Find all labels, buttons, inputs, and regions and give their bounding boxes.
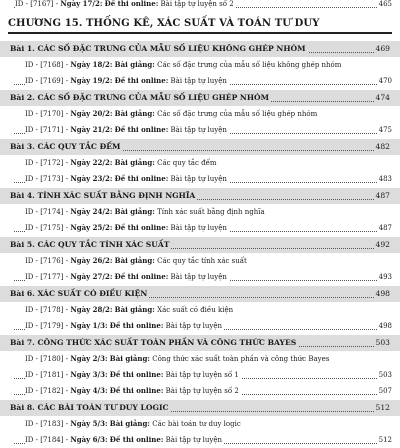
entry-id: ID [25,306,34,314]
entry-id: ID [25,273,34,281]
toc-entry[interactable]: ID - [7181] - Ngày 3/3: Đề thi online: Bài tập tự luyện số 1 503 [0,367,400,383]
entry-id: ID [25,355,34,363]
entry-id: ID [25,61,34,69]
entry-day: Ngày 27/2: [70,272,113,281]
entry-type: Đề thi online: [114,76,169,85]
entry-day: Ngày 2/3: [70,354,108,363]
entry-page: 507 [377,383,392,399]
entry-id: ID [25,208,34,216]
lesson-title: Bài 8. CÁC BÀI TOÁN TƯ DUY LOGIC [10,400,171,416]
entry-title: Bài tập tự luyện số 1 [165,371,239,379]
toc-entry[interactable]: ID - [7179] - Ngày 1/3: Đề thi online: Bài tập tự luyện 498 [0,318,400,334]
lesson-title: Bài 3. CÁC QUY TẮC ĐẾM [10,139,122,155]
entry-type: Bài giảng: [114,158,155,167]
entry-page: 503 [377,367,392,383]
entry-page: 470 [377,73,392,89]
entry-type: Bài giảng: [114,109,155,118]
entry-code: [7179] [40,322,64,330]
entry-type: Đề thi online: [109,386,164,395]
entry-title: Bài tập tự luyện số 2 [165,387,239,395]
entry-day: Ngày 18/2: [70,60,113,69]
entry-day: Ngày 25/2: [70,223,113,232]
entry-id: ID [25,110,34,118]
toc-entry[interactable]: ID - [7167] - Ngày 17/2: Đề thi online: Bài tập tự luyện số 2 465 [0,0,400,12]
entry-type: Đề thi online: [109,370,164,379]
toc-entry[interactable]: ID - [7183] - Ngày 5/3: Bài giảng: Các bài toán tư duy logic [0,416,400,432]
lesson-page: 492 [374,237,391,253]
entry-code: [7174] [40,208,64,216]
entry-id: ID [25,387,34,395]
entry-day: Ngày 19/2: [70,76,113,85]
entry-id: ID [25,224,34,232]
entry-type: Đề thi online: [114,272,169,281]
toc-entry[interactable]: ID - [7172] - Ngày 22/2: Bài giảng: Các quy tắc đếm [0,155,400,171]
lesson-title: Bài 2. CÁC SỐ ĐẶC TRƯNG CỦA MẪU SỐ LIỆU GHÉP NHÓM [10,90,271,106]
entry-day: Ngày 1/3: [70,321,108,330]
lesson-page: 469 [374,41,391,57]
entry-title: Các bài toán tư duy logic [152,420,241,428]
entry-type: Đề thi online: [114,174,169,183]
toc-entry[interactable]: ID - [7169] - Ngày 19/2: Đề thi online: Bài tập tự luyện 470 [0,73,400,89]
entry-code: [7181] [40,371,64,379]
entry-id: ID [25,126,34,134]
lesson-header[interactable] [0,335,400,351]
entry-type: Đề thi online: [109,435,164,444]
lesson-page: 503 [374,335,391,351]
entry-day: Ngày 24/2: [70,207,113,216]
entry-title: Bài tập tự luyện số 2 [160,0,234,8]
entry-code: [7170] [40,110,64,118]
entry-type: Đề thi online: [104,0,159,8]
entry-title: Bài tập tự luyện [165,436,223,444]
entry-type: Đề thi online: [114,223,169,232]
entry-day: Ngày 28/2: [70,305,113,314]
chapter-rule [8,32,392,34]
entry-day: Ngày 17/2: [60,0,103,8]
toc-entry[interactable]: ID - [7182] - Ngày 4/3: Đề thi online: Bài tập tự luyện số 2 507 [0,383,400,399]
entry-title: Các số đặc trưng của mẫu số liệu ghép nhóm [157,110,318,118]
entry-day: Ngày 20/2: [70,109,113,118]
lesson-title: Bài 7. CÔNG THỨC XÁC SUẤT TOÀN PHẦN VÀ CÔNG THỨC BAYES [10,335,298,351]
entry-title: Bài tập tự luyện [165,322,223,330]
toc-entry[interactable]: ID - [7170] - Ngày 20/2: Bài giảng: Các số đặc trưng của mẫu số liệu ghép nhóm [0,106,400,122]
entry-type: Bài giảng: [114,207,155,216]
entry-id: ID [25,257,34,265]
entry-day: Ngày 5/3: [70,419,108,428]
entry-title: Bài tập tự luyện [170,77,227,85]
toc-entry[interactable]: ID - [7176] - Ngày 26/2: Bài giảng: Các quy tắc tính xác suất [0,253,400,269]
toc-entry[interactable]: ID - [7173] - Ngày 23/2: Đề thi online: Bài tập tự luyện 483 [0,171,400,187]
entry-id: ID [25,436,34,444]
entry-id: ID [25,77,34,85]
entry-day: Ngày 4/3: [70,386,108,395]
entry-id: ID [25,159,34,167]
entry-code: [7178] [40,306,64,314]
entry-page: 487 [377,220,392,236]
toc-entry[interactable]: ID - [7175] - Ngày 25/2: Đề thi online: Bài tập tự luyện 487 [0,220,400,236]
toc-entry[interactable]: ID - [7174] - Ngày 24/2: Bài giảng: Tính xác suất bằng định nghĩa [0,204,400,220]
entry-code: [7175] [40,224,64,232]
entry-type: Bài giảng: [114,256,155,265]
entry-title: Xác suất có điều kiện [157,306,234,314]
lesson-page: 487 [374,188,391,204]
entry-title: Bài tập tự luyện [170,224,227,232]
entry-code: [7167] [30,0,54,8]
entry-page: 483 [377,171,392,187]
entry-title: Công thức xác suất toàn phần và công thức Bayes [152,355,330,363]
entry-day: Ngày 6/3: [70,435,108,444]
entry-code: [7169] [40,77,64,85]
toc-entry[interactable]: ID - [7171] - Ngày 21/2: Đề thi online: Bài tập tự luyện 475 [0,122,400,138]
entry-code: [7176] [40,257,64,265]
lesson-page: 512 [374,400,391,416]
toc-entry[interactable]: ID - [7168] - Ngày 18/2: Bài giảng: Các số đặc trưng của mẫu số liệu không ghép nhóm [0,57,400,73]
entry-code: [7184] [40,436,64,444]
entry-code: [7171] [40,126,64,134]
entry-code: [7182] [40,387,64,395]
lesson-title: Bài 4. TÍNH XÁC SUẤT BẰNG ĐỊNH NGHĨA [10,188,197,204]
entry-page: 512 [377,432,392,448]
entry-page: 498 [377,318,392,334]
entry-title: Các quy tắc tính xác suất [157,257,247,265]
entry-type: Bài giảng: [109,419,150,428]
lesson-header[interactable] [0,400,400,416]
toc-entry[interactable]: ID - [7177] - Ngày 27/2: Đề thi online: Bài tập tự luyện 493 [0,269,400,285]
entry-type: Bài giảng: [114,60,155,69]
entry-title: Các số đặc trưng của mẫu số liệu không ghép nhóm [157,61,342,69]
entry-code: [7177] [40,273,64,281]
entry-day: Ngày 26/2: [70,256,113,265]
entry-id: ID [25,371,34,379]
entry-type: Đề thi online: [114,125,169,134]
entry-page: 493 [377,269,392,285]
toc-entry[interactable]: ID - [7180] - Ngày 2/3: Bài giảng: Công thức xác suất toàn phần và công thức Bayes [0,351,400,367]
entry-type: Bài giảng: [114,305,155,314]
entry-id: ID [25,420,34,428]
entry-code: [7180] [40,355,64,363]
entry-day: Ngày 22/2: [70,158,113,167]
entry-id: ID [25,322,34,330]
entry-day: Ngày 23/2: [70,174,113,183]
entry-code: [7168] [40,61,64,69]
lesson-page: 474 [374,90,391,106]
entry-type: Bài giảng: [109,354,150,363]
entry-title: Tính xác suất bằng định nghĩa [157,208,265,216]
lesson-title: Bài 6. XÁC SUẤT CÓ ĐIỀU KIỆN [10,286,149,302]
entry-code: [7183] [40,420,64,428]
entry-code: [7172] [40,159,64,167]
lesson-header[interactable] [0,41,400,57]
entry-id: ID [25,175,34,183]
entry-day: Ngày 21/2: [70,125,113,134]
entry-title: Bài tập tự luyện [170,175,227,183]
lesson-header[interactable] [0,139,400,155]
entry-title: Bài tập tự luyện [170,273,227,281]
entry-code: [7173] [40,175,64,183]
toc-entry[interactable]: ID - [7178] - Ngày 28/2: Bài giảng: Xác suất có điều kiện [0,302,400,318]
chapter-title: CHƯƠNG 15. THỐNG KÊ, XÁC SUẤT VÀ TOÁN TƯ DUY [8,18,320,29]
lesson-title: Bài 1. CÁC SỐ ĐẶC TRƯNG CỦA MẪU SỐ LIỆU KHÔNG GHÉP NHÓM [10,41,308,57]
entry-id: ID [15,0,24,8]
lesson-header[interactable] [0,286,400,302]
lesson-header[interactable] [0,188,400,204]
entry-page: 475 [377,122,392,138]
lesson-header[interactable] [0,90,400,106]
entry-page: 465 [377,0,392,12]
lesson-page: 482 [374,139,391,155]
entry-title: Bài tập tự luyện [170,126,227,134]
lesson-header[interactable] [0,237,400,253]
toc-entry[interactable]: ID - [7184] - Ngày 6/3: Đề thi online: Bài tập tự luyện 512 [0,432,400,448]
entry-title: Các quy tắc đếm [157,159,217,167]
lesson-page: 498 [374,286,391,302]
entry-day: Ngày 3/3: [70,370,108,379]
entry-type: Đề thi online: [109,321,164,330]
lesson-title: Bài 5. CÁC QUY TẮC TÍNH XÁC SUẤT [10,237,171,253]
